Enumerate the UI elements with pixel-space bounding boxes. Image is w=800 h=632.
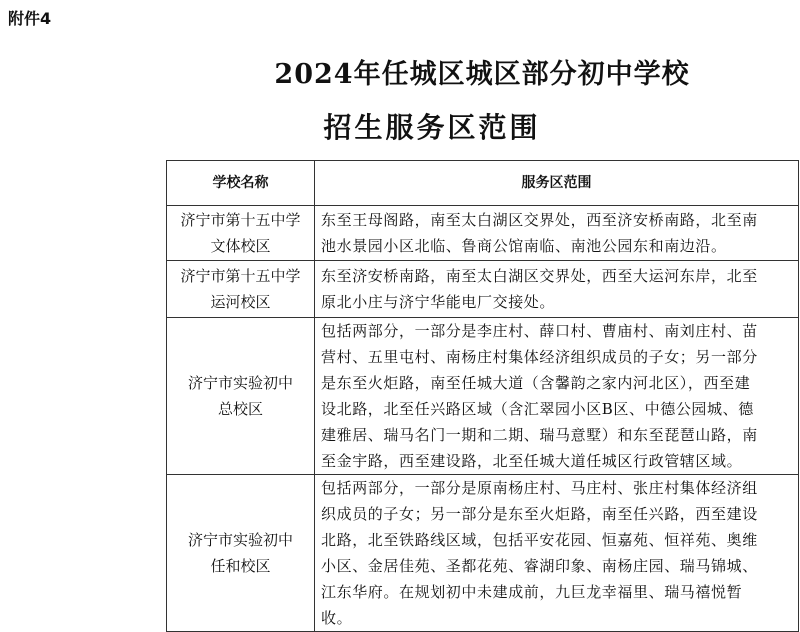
school-name-cell (167, 475, 315, 632)
area-text-line: 是东至火炬路，南至任城大道（含馨韵之家内河北区），西至建 (321, 374, 751, 392)
area-text-line: 小区、金居佳苑、圣都花苑、睿湖印象、南杨庄园、瑞马锦城、 (321, 557, 758, 575)
school-name-line: 济宁市第十五中学 (180, 211, 301, 229)
service-area-cell (315, 206, 799, 261)
area-text-line: 北路，北至铁路线区域，包括平安花园、恒嘉苑、恒祥苑、奥维 (321, 531, 758, 549)
school-name-cell (167, 261, 315, 318)
school-name-line: 济宁市实验初中 (187, 531, 293, 549)
service-area-table (166, 160, 799, 632)
table-row (167, 206, 799, 261)
area-text-line: 池水景园小区北临、鲁商公馆南临、南池公园东和南边沿。 (321, 237, 727, 255)
table-row (167, 318, 799, 475)
area-text-line: 收。 (321, 609, 353, 627)
school-name-line: 济宁市第十五中学 (180, 267, 301, 285)
service-area-cell (315, 475, 799, 632)
campus-name-line: 总校区 (217, 400, 263, 418)
area-text-line: 原北小庄与济宁华能电厂交接处。 (321, 293, 556, 311)
service-area-cell (315, 261, 799, 318)
area-text-line: 东至济安桥南路，南至太白湖区交界处，西至大运河东岸，北至 (321, 267, 758, 285)
area-text-line: 建雅居、瑞马名门一期和二期、瑞马意墅）和东至琵琶山路，南 (321, 426, 758, 444)
campus-name-line: 任和校区 (210, 557, 271, 575)
campus-name-line: 文体校区 (210, 237, 271, 255)
header-school-name: 学校名称 (167, 161, 315, 206)
area-text-line: 包括两部分，一部分是原南杨庄村、马庄村、张庄村集体经济组 (321, 479, 758, 497)
table-header-row (167, 161, 799, 206)
area-text-line: 设北路，北至任兴路区域（含汇翠园小区B区、中德公园城、德 (321, 400, 754, 418)
table-row (167, 475, 799, 632)
school-name-cell (167, 318, 315, 475)
school-name-line: 济宁市实验初中 (187, 374, 293, 392)
area-text-line: 营村、五里屯村、南杨庄村集体经济组织成员的子女；另一部分 (321, 348, 758, 366)
service-area-cell (315, 318, 799, 475)
area-text-line: 东至王母阁路，南至太白湖区交界处，西至济安桥南路，北至南 (321, 211, 758, 229)
document-title-line-2: 招生服务区范围 (323, 111, 541, 144)
school-name-cell (167, 206, 315, 261)
area-text-line: 江东华府。在规划初中未建成前，九巨龙幸福里、瑞马禧悦暂 (321, 583, 743, 601)
area-text-line: 包括两部分，一部分是李庄村、薛口村、曹庙村、南刘庄村、苗 (321, 322, 758, 340)
annex-label: 附件4 (8, 9, 52, 28)
area-text-line: 至金宇路，西至建设路，北至任城大道任城区行政管辖区域。 (321, 452, 743, 470)
campus-name-line: 运河校区 (210, 293, 271, 311)
header-service-area: 服务区范围 (315, 161, 799, 206)
document-title-line-1: 2024年任城区城区部分初中学校 (274, 59, 690, 90)
table-row (167, 261, 799, 318)
area-text-line: 织成员的子女；另一部分是东至火炬路，南至任兴路，西至建设 (321, 505, 758, 523)
